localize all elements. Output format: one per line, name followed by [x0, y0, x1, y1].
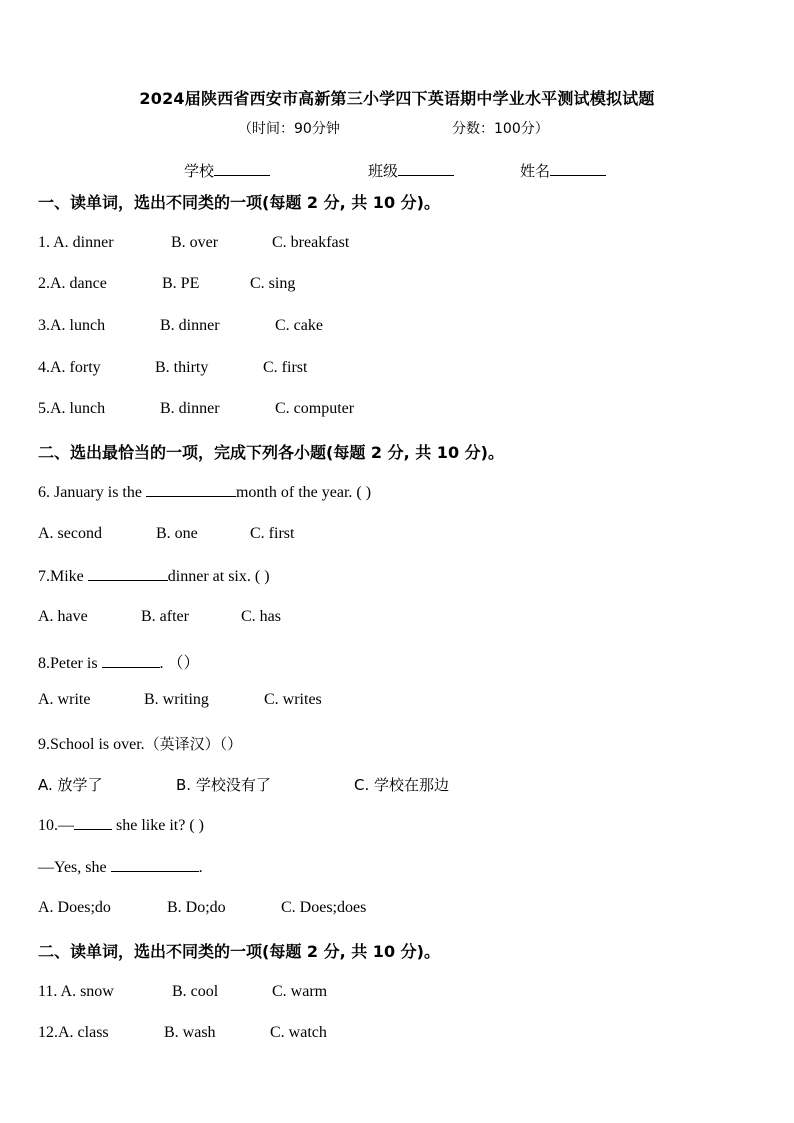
q8-option-b: B. writing: [144, 691, 209, 708]
question-10-stem: [38, 816, 204, 835]
q5-option-b: B. dinner: [160, 400, 220, 417]
q8-stem-start: 8.Peter is: [38, 655, 102, 672]
q1-option-a: 1. A. dinner: [38, 234, 114, 251]
question-6-stem: [38, 483, 371, 502]
q7-stem-end: dinner at six. ( ): [167, 568, 270, 585]
q6-stem-end: month of the year. ( ): [235, 484, 372, 501]
q10-answer-start: —Yes, she: [38, 859, 111, 876]
section-1-heading: 一、读单词，选出不同类的一项(每题 2 分, 共 10 分)。: [38, 193, 440, 212]
name-field: [520, 160, 606, 181]
q9-stem-english: 9.School is over.: [38, 736, 145, 753]
q12-option-a: 12.A. class: [38, 1024, 109, 1041]
question-7-stem: [38, 567, 270, 586]
q8-option-a: A. write: [38, 691, 91, 708]
q4-option-a: 4.A. forty: [38, 359, 101, 376]
q5-option-c: C. computer: [275, 400, 355, 417]
q3-option-b: B. dinner: [160, 317, 220, 334]
q6-option-c: C. first: [250, 525, 295, 542]
q10-answer-blank-2: [111, 858, 199, 872]
q6-stem-start: 6. January is the: [38, 484, 146, 501]
question-9-stem: [38, 733, 242, 754]
q11-option-a: 11. A. snow: [38, 983, 114, 1000]
q6-option-b: B. one: [156, 525, 198, 542]
q11-option-b: B. cool: [172, 983, 219, 1000]
q10-option-a: A. Does;do: [38, 899, 111, 916]
exam-title: 2024届陕西省西安市高新第三小学四下英语期中学业水平测试模拟试题: [139, 89, 655, 108]
exam-score: 分数：100分）: [452, 121, 549, 137]
q8-stem-end: . （）: [159, 655, 200, 672]
school-blank: [214, 161, 270, 176]
q4-option-b: B. thirty: [155, 359, 209, 376]
school-label: 学校: [184, 162, 215, 180]
q1-option-c: C. breakfast: [272, 234, 350, 251]
q6-option-a: A. second: [38, 525, 102, 542]
q2-option-a: 2.A. dance: [38, 275, 107, 292]
q10-answer-blank-1: [74, 816, 112, 830]
question-10-answer-line: [38, 858, 203, 877]
q12-option-b: B. wash: [164, 1024, 216, 1041]
q3-option-c: C. cake: [275, 317, 323, 334]
question-8-stem: [38, 650, 200, 673]
q4-option-c: C. first: [263, 359, 308, 376]
class-label: 班级: [368, 162, 399, 180]
class-blank: [398, 161, 454, 176]
q5-option-a: 5.A. lunch: [38, 400, 106, 417]
q2-option-c: C. sing: [250, 275, 296, 292]
q7-stem-start: 7.Mike: [38, 568, 88, 585]
q9-option-b: B. 学校没有了: [176, 776, 271, 794]
q1-option-b: B. over: [171, 234, 219, 251]
q7-option-a: A. have: [38, 608, 88, 625]
q6-answer-blank: [146, 483, 236, 497]
q10-answer-end: .: [198, 859, 203, 876]
q7-option-b: B. after: [141, 608, 189, 625]
exam-time: （时间：90分钟: [238, 121, 340, 137]
q10-option-b: B. Do;do: [167, 899, 226, 916]
class-field: [368, 160, 454, 181]
q12-option-c: C. watch: [270, 1024, 327, 1041]
q10-stem-start: 10.—: [38, 817, 74, 834]
q9-option-c: C. 学校在那边: [354, 776, 450, 794]
section-2-heading: 二、选出最恰当的一项，完成下列各小题(每题 2 分, 共 10 分)。: [38, 443, 504, 462]
name-blank: [550, 161, 606, 176]
q9-option-a: A. 放学了: [38, 776, 103, 794]
name-label: 姓名: [520, 162, 551, 180]
q9-stem-instruction: （英译汉）（）: [144, 735, 243, 753]
q2-option-b: B. PE: [162, 275, 200, 292]
school-field: [184, 160, 270, 181]
q10-stem-end: she like it? ( ): [112, 817, 204, 834]
q8-option-c: C. writes: [264, 691, 322, 708]
section-3-heading: 二、读单词，选出不同类的一项(每题 2 分, 共 10 分)。: [38, 942, 440, 961]
q10-option-c: C. Does;does: [281, 899, 367, 916]
q7-option-c: C. has: [241, 608, 281, 625]
q8-answer-blank: [102, 654, 160, 668]
q3-option-a: 3.A. lunch: [38, 317, 106, 334]
q7-answer-blank: [88, 567, 168, 581]
q11-option-c: C. warm: [272, 983, 328, 1000]
